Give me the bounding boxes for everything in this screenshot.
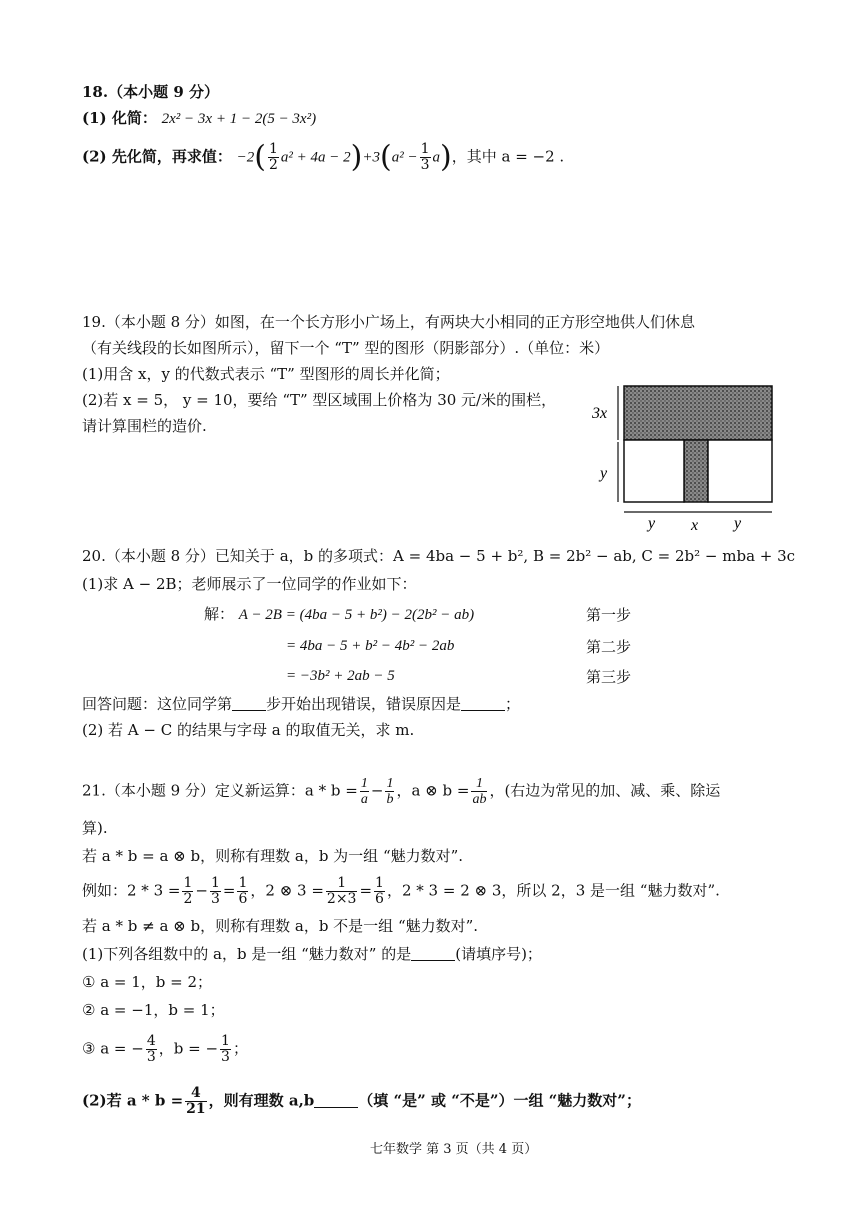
q18-part1-label: (1) 化简：: [82, 109, 157, 127]
answer-blank-step[interactable]: [232, 696, 266, 711]
label-y-left: y: [600, 465, 608, 482]
step3-label: 第三步: [586, 668, 632, 686]
q21-option2: ② a = −1，b = 1；: [82, 1001, 225, 1019]
label-y-bottom-left: y: [648, 515, 656, 532]
t-shape-top-bar: [624, 386, 772, 440]
q20-solution-line1: [204, 604, 474, 625]
q18-expr-inner1: a² + 4a − 2: [280, 149, 351, 166]
q18-expr-inner2: a² −: [391, 149, 418, 166]
t-shape-stem: [684, 440, 708, 502]
fraction-third: $\frac{1}{3}$: [420, 141, 430, 173]
answer-blank-pairs[interactable]: [411, 946, 455, 961]
answer-blank-reason[interactable]: [461, 696, 505, 711]
q18-expr-inner2-tail: a: [432, 149, 441, 166]
q20-part1: (1)求 A − 2B；老师展示了一位同学的作业如下：: [82, 575, 417, 593]
label-3x: 3x: [592, 405, 608, 422]
q21-option3: ③ a = − $\frac{4}{3}$ ，b = − $\frac{1}{3}$ ；: [82, 1033, 248, 1065]
q18-part1: [82, 108, 316, 129]
q18-part1-expression: 2x² − 3x + 1 − 2(5 − 3x²): [161, 111, 317, 127]
q21-title-line2: 算).: [82, 819, 108, 837]
q18-part2-label: (2) 先化简，再求值：: [82, 147, 232, 166]
q19-title-line1: 19.（本小题 8 分）如图，在一个长方形小广场上，有两块大小相同的正方形空地供人们休息: [82, 313, 695, 331]
right-square: [708, 440, 772, 502]
step1-label: 第一步: [586, 606, 632, 624]
q20-answer: 回答问题：这位同学第 步开始出现错误，错误原因是 ；: [82, 695, 521, 713]
fraction-half: $\frac{1}{2}$: [268, 141, 278, 173]
q21-example: 例如：2 * 3 = $\frac{1}{2}$ − $\frac{1}{3}$ = $\frac{1}{6}$ ，2 ⊗ 3 = $\frac{1}{2\times 3}$ = $\frac{1}{6}$ ，2 * 3 = 2 ⊗ 3，所以 2，3 是一组 “魅力数对”.: [82, 875, 720, 907]
q20-title: 20.（本小题 8 分）已知关于 a，b 的多项式：A = 4ba − 5 + b², B = 2b² − ab, C = 2b² − mba + 3c: [82, 547, 796, 565]
q19-part1: (1)用含 x，y 的代数式表示 “T” 型图形的周长并化简；: [82, 365, 450, 383]
t-shape-figure: [590, 382, 790, 532]
q19-part2-line1: (2)若 x = 5， y = 10，要给 “T” 型区域围上价格为 30 元/米的围栏，: [82, 391, 557, 409]
page-footer: 七年数学 第 3 页（共 4 页）: [370, 1142, 538, 1157]
solution-step1: A − 2B = (4ba − 5 + b²) − 2(2b² − ab): [238, 607, 475, 623]
q18-expr-coef2: +3: [362, 149, 380, 166]
q18-title: 18.（本小题 9 分）: [82, 83, 219, 101]
q21-definition1: 若 a * b = a ⊗ b，则称有理数 a，b 为一组 “魅力数对”.: [82, 847, 464, 865]
q20-solution-line3: = −3b² + 2ab − 5: [286, 668, 395, 684]
q21-definition2: 若 a * b ≠ a ⊗ b，则称有理数 a，b 不是一组 “魅力数对”.: [82, 917, 479, 935]
answer-blank-is-pair[interactable]: [314, 1093, 358, 1108]
q21-part2: (2)若 a * b = $\frac{4}{21}$ ，则有理数 a,b （填 “是” 或 “不是”）一组 “魅力数对”；: [82, 1085, 641, 1117]
q18-condition: ，其中 a = −2 .: [451, 147, 565, 166]
q18-part2: (2) 先化简，再求值： −2( $\frac{1}{2}$ a² + 4a − 2)+3(a² − $\frac{1}{3}$ a)，其中 a = −2 .: [82, 139, 565, 175]
step2-label: 第二步: [586, 638, 632, 656]
q19-title-line2: （有关线段的长如图所示），留下一个 “T” 型的图形（阴影部分）.（单位：米）: [82, 339, 610, 357]
q20-part2: (2) 若 A − C 的结果与字母 a 的取值无关，求 m.: [82, 721, 415, 739]
q21-title: 21.（本小题 9 分）定义新运算：a * b = $\frac{1}{a}$ − $\frac{1}{b}$ ，a ⊗ b = $\frac{1}{ab}$ ，(右边为常见的加、减、乘、除运: [82, 776, 721, 807]
q20-solution-line2: = 4ba − 5 + b² − 4b² − 2ab: [286, 638, 455, 654]
q19-part2-line2: 请计算围栏的造价.: [82, 417, 207, 435]
q21-option1: ① a = 1，b = 2；: [82, 973, 213, 991]
q21-part1: (1)下列各组数中的 a，b 是一组 “魅力数对” 的是 (请填序号)；: [82, 945, 542, 963]
left-square: [624, 440, 684, 502]
label-x-bottom: x: [691, 517, 699, 532]
solution-label: 解：: [204, 605, 235, 623]
label-y-bottom-right: y: [734, 515, 742, 532]
q18-expr-coef: −2: [236, 149, 255, 166]
